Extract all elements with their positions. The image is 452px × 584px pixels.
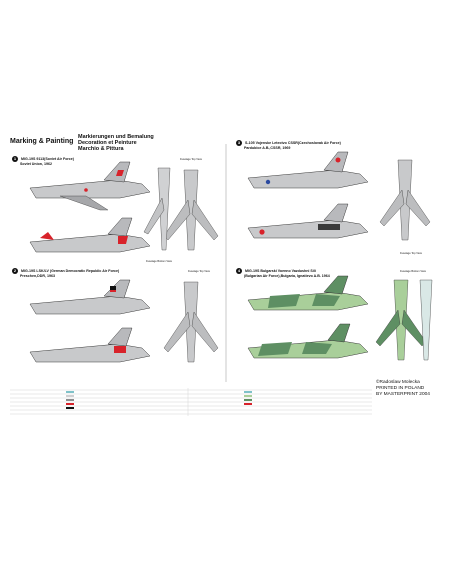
- profile-4-number: 4: [237, 268, 241, 273]
- profile-2-side-view-2: [30, 328, 150, 362]
- sheet-title-text: Marking & Painting: [10, 138, 74, 145]
- profile-3-number: 3: [237, 140, 241, 145]
- subtitle-italian: Marchio & Pittura: [78, 146, 124, 152]
- color-swatches: [66, 391, 252, 409]
- profile-1-line-2: Soviet Union, 1962: [20, 162, 52, 166]
- profile-1-line-1: MIG-19S 9113(Soviet Air Force): [21, 156, 74, 161]
- profile-1-plan-views: [144, 168, 218, 250]
- profile-2-side-view: [30, 280, 150, 314]
- profile-3-plan-views: [380, 160, 430, 240]
- profile-1-number: 1: [13, 156, 17, 161]
- color-table: [10, 388, 372, 416]
- copyright-block: [376, 380, 430, 397]
- profile-4-line-1: MIG-19S Bulgarski Voenno Vazdushni Sili: [245, 268, 316, 273]
- profile-3-side-view: [248, 152, 368, 188]
- profile-4-side-view-2: [248, 324, 368, 358]
- view-label-bottom-4: Fuselage Bottom View: [400, 270, 426, 273]
- copyright-printer: BY MASTERPRINT 2004: [376, 391, 430, 397]
- view-label-top-2: Fuselage Top View: [188, 270, 210, 273]
- subtitle-french: Decoration et Peinture: [78, 140, 137, 146]
- profile-3-side-view-2: [248, 204, 368, 238]
- profile-2-line-1: MIG-19S LSK/LV (German Democratic Republic Air Force): [21, 268, 120, 273]
- profile-2-line-2: Preschen,DDR, 1963: [20, 274, 55, 278]
- view-label-top-3: Fuselage Top View: [400, 252, 422, 255]
- profile-4-side-view: [248, 276, 368, 310]
- copyright-printed: PRINTED IN POLAND: [376, 385, 425, 391]
- view-label-bottom-1: Fuselage Bottom View: [146, 260, 172, 263]
- profile-2-number: 2: [13, 268, 17, 273]
- profile-2-plan-views: [164, 282, 218, 362]
- profile-3-line-2: Pardubice A.B.,CSSR, 1969: [244, 146, 291, 150]
- profile-4-plan-views: [376, 280, 432, 360]
- profile-1-side-view-2: [30, 218, 150, 252]
- copyright-author: ©Radoslaw Molecka: [376, 380, 420, 385]
- view-label-top-1: Fuselage Top View: [180, 158, 202, 161]
- subtitle-german: Markierungen und Bemalung: [78, 134, 154, 140]
- profile-1-side-view: [30, 162, 150, 210]
- profile-4-line-2: (Bulgarian Air Force),Bulgaria, Ignatievo A.B. 1964: [244, 274, 330, 278]
- profile-3-line-1: S-105 Vojenske Letectvo CSSR(Czechoslovak Air Force): [245, 140, 341, 145]
